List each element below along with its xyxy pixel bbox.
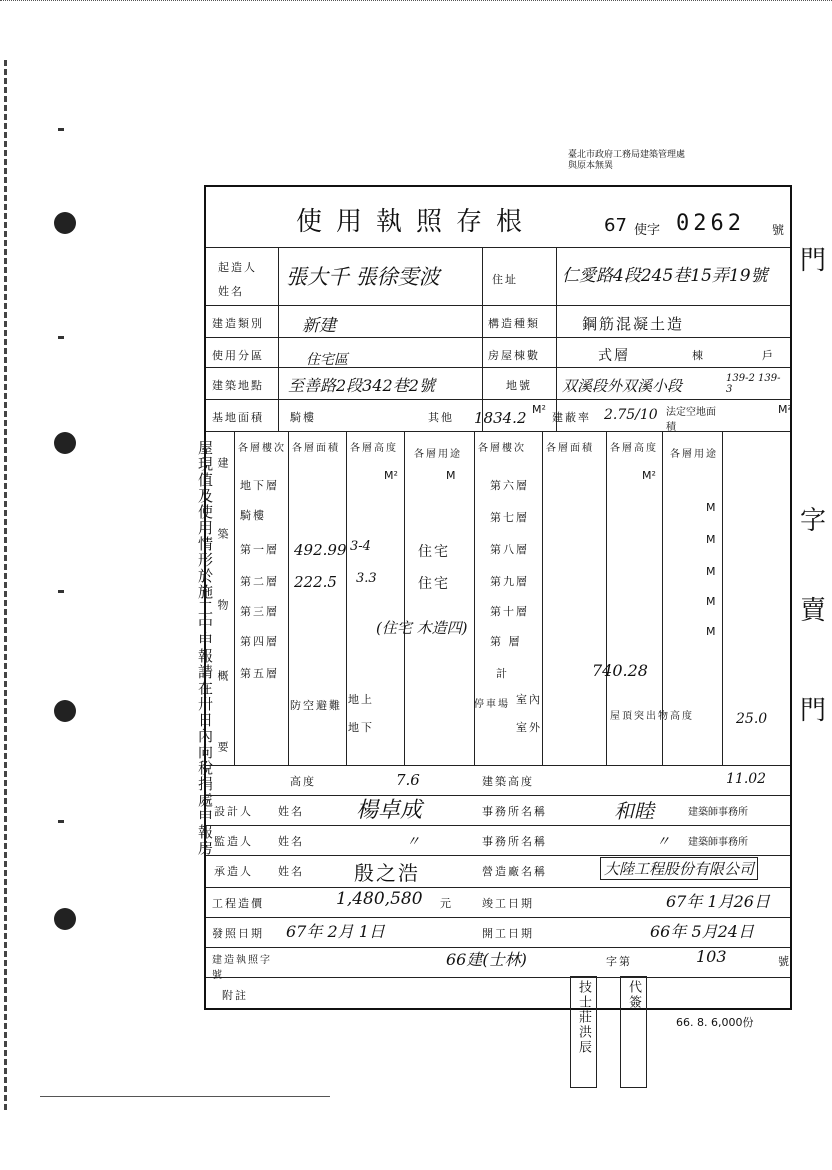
households-unit: 戶 [762, 349, 775, 362]
supervisor-role: 監造人 [214, 835, 253, 848]
cost-unit: 元 [440, 897, 453, 910]
designer-office: 和睦 [614, 799, 654, 823]
builder-name: 張大千 張徐雯波 [286, 265, 440, 289]
floor-4: 第四層 [240, 635, 279, 648]
punch-hole [54, 432, 76, 454]
floor-8: 第八層 [490, 543, 529, 556]
punch-hole [54, 212, 76, 234]
contractor-name-label: 姓名 [278, 865, 304, 878]
site-area-value: 1834.2 [474, 409, 527, 427]
header-use-2: 各層用途 [670, 449, 718, 460]
supervisor-name-label: 姓名 [278, 835, 304, 848]
lot-section: 双溪段外双溪小段 [562, 377, 683, 395]
address-label: 住址 [492, 273, 518, 286]
margin-glyph: 字 [800, 506, 827, 536]
contractor-firm-label: 營造廠名稱 [482, 865, 547, 878]
speck [58, 128, 64, 131]
floor-1-height: 3-4 [350, 539, 371, 554]
permit-suffix: 號 [778, 955, 791, 968]
coverage-label: 建蔽率 [552, 411, 591, 424]
start-date: 66年 5月24日 [650, 922, 754, 941]
roof-label: 屋頂突出物高度 [610, 711, 694, 722]
side-note: 屋現值及使用情形於施工中申報請在卅日內向稅捐處申報房 [196, 440, 214, 856]
builder-address: 仁愛路4段245巷15弄19號 [562, 266, 768, 286]
floor-2-area: 222.5 [294, 573, 337, 591]
start-date-label: 開工日期 [482, 927, 534, 940]
speck [58, 590, 64, 593]
floor-basement: 地下層 [240, 479, 279, 492]
roof-value: 25.0 [736, 711, 768, 727]
floor-10: 第十層 [490, 605, 529, 618]
cost-label: 工程造價 [212, 897, 264, 910]
floor-arcade: 騎樓 [240, 509, 266, 522]
floor-2: 第二層 [240, 575, 279, 588]
height-value: 7.6 [396, 771, 420, 789]
construction-type-label: 建造類別 [212, 317, 264, 330]
parking-label: 停車場 [474, 699, 510, 710]
completion-date: 67年 1月26日 [666, 892, 770, 911]
height-unit: M [706, 565, 716, 578]
builder-name-label: 姓名 [218, 285, 244, 298]
site-address: 至善路2段342巷2號 [288, 376, 435, 395]
designer-office-suffix: 建築師事務所 [688, 807, 748, 818]
print-run: 66. 8. 6,000份 [676, 1016, 754, 1029]
supervisor-office-label: 事務所名稱 [482, 835, 547, 848]
contractor-role: 承造人 [214, 865, 253, 878]
bottom-edge [40, 1096, 330, 1097]
header-floor-2: 各層樓次 [478, 443, 526, 454]
issue-date: 67年 2月 1日 [286, 922, 385, 941]
punch-hole [54, 700, 76, 722]
header-height: 各層高度 [350, 443, 398, 454]
floor-other: 第 層 [490, 635, 522, 648]
building-section-label: 建築物概要 [216, 457, 229, 812]
header-area: 各層面積 [292, 443, 340, 454]
setback-label: 建築高度 [482, 775, 534, 788]
header-floor: 各層樓次 [238, 443, 286, 454]
header-area-2: 各層面積 [546, 443, 594, 454]
serial-prefix: 67 [604, 215, 627, 236]
designer-name: 楊卓成 [356, 798, 423, 823]
floors-count: 式層 [598, 348, 630, 364]
issue-date-label: 發照日期 [212, 927, 264, 940]
setback-value: 11.02 [726, 771, 767, 787]
form-title: 使用執照存根 [296, 207, 537, 237]
serial-label: 使字 [634, 223, 661, 238]
floors-label: 房屋棟數 [488, 349, 540, 362]
parking-indoor-label: 室內 [516, 693, 542, 706]
speck [58, 820, 64, 823]
floor-1-area: 492.99 [294, 541, 347, 559]
certification-stamp [568, 150, 685, 172]
proxy-stamp: 代簽 [620, 976, 647, 1088]
stamp-line-1: 臺北市政府工務局建築管理處 [568, 150, 686, 160]
notes-label: 附註 [222, 989, 248, 1002]
designer-name-label: 姓名 [278, 805, 304, 818]
punch-hole [54, 908, 76, 930]
margin-glyph: 門 [800, 696, 827, 726]
open-space-unit: M² [778, 403, 792, 416]
header-use: 各層用途 [414, 449, 462, 460]
height-label: 高度 [290, 775, 316, 788]
shelter-label: 防空避難 [290, 699, 342, 712]
page-top-edge [0, 0, 832, 9]
floor-7: 第七層 [490, 511, 529, 524]
inspector-stamp: 技士莊洪辰 [570, 976, 597, 1088]
height-unit: M [706, 595, 716, 608]
supervisor-name: 〃 [406, 834, 420, 850]
height-unit: M [706, 501, 716, 514]
serial-number: 0262 [676, 211, 745, 236]
buildings-unit: 棟 [692, 349, 705, 362]
shelter-below-label: 地下 [348, 721, 374, 734]
permit-num: 103 [696, 947, 727, 966]
floor-1-use: 住宅 [418, 544, 450, 560]
area-unit: M² [642, 469, 656, 482]
floor-1: 第一層 [240, 543, 279, 556]
handwritten-note: (住宅 木造四) [376, 619, 468, 637]
builder-label: 起造人 [218, 261, 257, 274]
site-label: 建築地點 [212, 379, 264, 392]
height-unit: M [446, 469, 456, 482]
other-label: 其他 [428, 411, 454, 424]
height-unit: M [706, 625, 716, 638]
open-space-label: 法定空地面積 [666, 407, 716, 433]
lot-numbers: 139-2 139-3 [726, 373, 781, 395]
permit-stub-form [204, 185, 792, 1010]
floor-3: 第三層 [240, 605, 279, 618]
site-area-label: 基地面積 [212, 411, 264, 424]
margin-glyph: 門 [800, 246, 827, 276]
permit-label: 建造執照字號 [212, 955, 272, 981]
cost-value: 1,480,580 [336, 889, 423, 909]
supervisor-office: 〃 [656, 834, 670, 850]
permit-value: 66建(士林) [446, 950, 527, 969]
arcade-label: 騎樓 [290, 411, 316, 424]
designer-office-label: 事務所名稱 [482, 805, 547, 818]
supervisor-office-suffix: 建築師事務所 [688, 837, 748, 848]
contractor-firm: 大陸工程股份有限公司 [600, 857, 758, 880]
serial-suffix: 號 [772, 223, 785, 237]
permit-num-label: 字第 [606, 955, 632, 968]
stamp-line-2: 與原本無異 [568, 161, 614, 171]
floor-2-use: 住宅 [418, 576, 450, 592]
area-unit: M² [384, 469, 398, 482]
margin-glyph: 賣 [800, 596, 827, 626]
lot-label: 地號 [506, 379, 532, 392]
total-label: 計 [496, 667, 509, 680]
speck [58, 336, 64, 339]
zone-label: 使用分區 [212, 349, 264, 362]
binder-edge [4, 60, 19, 1110]
parking-outdoor-label: 室外 [516, 721, 542, 734]
header-height-2: 各層高度 [610, 443, 658, 454]
coverage-value: 2.75/10 [604, 407, 658, 423]
structure-label: 構造種類 [488, 317, 540, 330]
total-area: 740.28 [592, 661, 648, 680]
zone-value: 住宅區 [306, 352, 348, 368]
floor-5: 第五層 [240, 667, 279, 680]
floor-6: 第六層 [490, 479, 529, 492]
construction-type: 新建 [302, 316, 336, 336]
designer-role: 設計人 [214, 805, 253, 818]
contractor-name: 殷之浩 [354, 861, 420, 885]
area-unit: M² [532, 403, 546, 416]
structure-type: 鋼筋混凝土造 [582, 315, 685, 333]
height-unit: M [706, 533, 716, 546]
completion-label: 竣工日期 [482, 897, 534, 910]
shelter-above-label: 地上 [348, 693, 374, 706]
floor-2-height: 3.3 [356, 571, 377, 586]
floor-9: 第九層 [490, 575, 529, 588]
